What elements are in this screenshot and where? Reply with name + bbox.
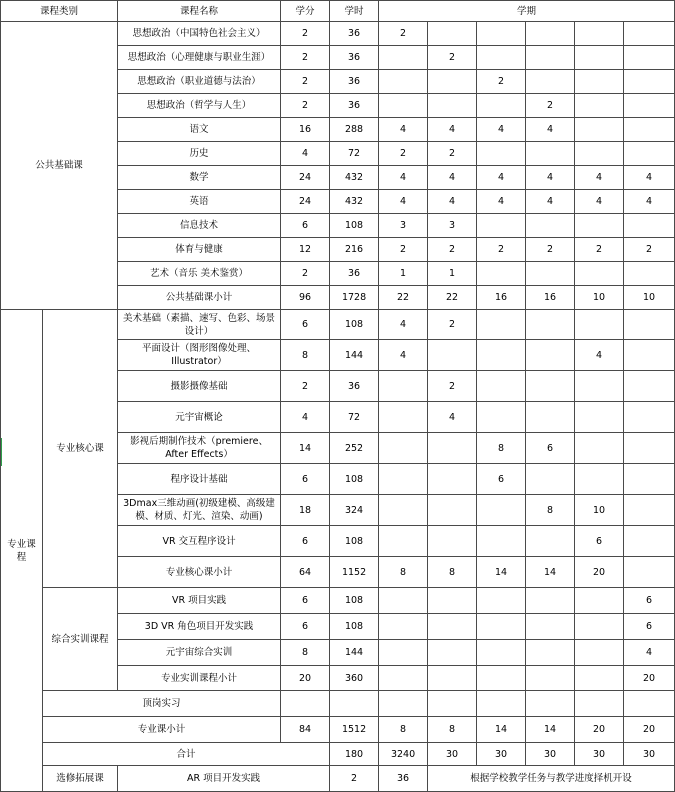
hours-cell: 1512 <box>330 717 379 743</box>
hours-cell: 72 <box>330 142 379 166</box>
header-category: 课程类别 <box>1 1 118 22</box>
header-credits: 学分 <box>281 1 330 22</box>
semester-cell <box>428 691 477 717</box>
hours-cell: 72 <box>330 402 379 433</box>
credits-cell: 4 <box>281 142 330 166</box>
semester-cell: 20 <box>624 666 675 691</box>
header-row <box>1 1 675 22</box>
semester-cell <box>575 588 624 614</box>
credits-cell: 20 <box>281 666 330 691</box>
semester-cell <box>526 640 575 666</box>
semester-cell: 14 <box>526 557 575 588</box>
credits-cell: 6 <box>281 526 330 557</box>
course-name: 思想政治（职业道德与法治） <box>118 70 281 94</box>
semester-cell <box>575 118 624 142</box>
credits-cell: 6 <box>281 310 330 340</box>
hours-cell: 36 <box>330 94 379 118</box>
semester-cell <box>477 310 526 340</box>
hours-cell: 108 <box>330 526 379 557</box>
semester-cell <box>526 666 575 691</box>
course-name: 语文 <box>118 118 281 142</box>
semester-cell: 4 <box>526 190 575 214</box>
hours-cell: 36 <box>330 22 379 46</box>
elective-note: 根据学校教学任务与教学进度择机开设 <box>428 766 675 792</box>
semester-cell <box>526 310 575 340</box>
hours-cell: 1728 <box>330 286 379 310</box>
semester-cell <box>379 614 428 640</box>
course-name: 3D VR 角色项目开发实践 <box>118 614 281 640</box>
hours-cell: 144 <box>330 340 379 371</box>
semester-cell: 1 <box>428 262 477 286</box>
hours-cell: 36 <box>330 371 379 402</box>
semester-cell: 4 <box>379 166 428 190</box>
credits-cell: 14 <box>281 433 330 464</box>
course-name: 程序设计基础 <box>118 464 281 495</box>
credits-cell: 96 <box>281 286 330 310</box>
semester-cell: 4 <box>624 166 675 190</box>
course-name: 历史 <box>118 142 281 166</box>
hours-cell: 108 <box>330 614 379 640</box>
semester-cell <box>428 666 477 691</box>
course-name: 信息技术 <box>118 214 281 238</box>
credits-cell <box>281 691 330 717</box>
semester-cell <box>477 22 526 46</box>
semester-cell: 2 <box>575 238 624 262</box>
semester-cell: 16 <box>477 286 526 310</box>
course-name: AR 项目开发实践 <box>118 766 330 792</box>
semester-cell: 2 <box>428 46 477 70</box>
semester-cell <box>379 464 428 495</box>
semester-cell <box>575 214 624 238</box>
hours-cell: 36 <box>330 46 379 70</box>
semester-cell: 2 <box>428 142 477 166</box>
total-row <box>1 743 675 766</box>
hours-cell: 3240 <box>379 743 428 766</box>
semester-cell: 4 <box>379 118 428 142</box>
semester-cell <box>526 371 575 402</box>
semester-cell: 4 <box>526 166 575 190</box>
category-elective: 选修拓展课 <box>43 766 118 792</box>
table-row <box>1 310 675 340</box>
semester-cell: 8 <box>428 557 477 588</box>
credits-cell: 16 <box>281 118 330 142</box>
semester-cell <box>379 495 428 526</box>
semester-cell: 20 <box>575 717 624 743</box>
semester-cell <box>624 262 675 286</box>
hours-cell: 1152 <box>330 557 379 588</box>
credits-cell: 64 <box>281 557 330 588</box>
semester-cell <box>477 371 526 402</box>
credits-cell: 84 <box>281 717 330 743</box>
semester-cell: 30 <box>477 743 526 766</box>
semester-cell: 8 <box>428 717 477 743</box>
subcategory-core: 专业核心课 <box>43 310 118 588</box>
semester-cell <box>624 433 675 464</box>
credits-cell: 4 <box>281 402 330 433</box>
course-name: VR 项目实践 <box>118 588 281 614</box>
semester-cell <box>526 402 575 433</box>
semester-cell <box>379 640 428 666</box>
course-name: 艺术（音乐 美术鉴赏） <box>118 262 281 286</box>
semester-cell <box>575 464 624 495</box>
semester-cell <box>526 70 575 94</box>
semester-cell <box>526 262 575 286</box>
semester-cell <box>477 262 526 286</box>
semester-cell <box>379 433 428 464</box>
semester-cell: 2 <box>428 310 477 340</box>
semester-cell <box>477 640 526 666</box>
semester-cell: 30 <box>526 743 575 766</box>
course-name: 平面设计（图形图像处理、Illustrator） <box>118 340 281 371</box>
hours-cell: 108 <box>330 464 379 495</box>
semester-cell: 2 <box>379 22 428 46</box>
semester-cell <box>477 614 526 640</box>
semester-cell <box>428 433 477 464</box>
semester-cell <box>575 640 624 666</box>
semester-cell: 30 <box>428 743 477 766</box>
semester-cell <box>526 588 575 614</box>
semester-cell <box>624 142 675 166</box>
semester-cell <box>624 402 675 433</box>
semester-cell: 10 <box>575 286 624 310</box>
semester-cell: 20 <box>575 557 624 588</box>
semester-cell: 30 <box>624 743 675 766</box>
semester-cell <box>624 371 675 402</box>
semester-cell <box>526 691 575 717</box>
semester-cell: 3 <box>379 214 428 238</box>
semester-cell: 4 <box>477 166 526 190</box>
hours-cell: 36 <box>379 766 428 792</box>
credits-cell: 2 <box>281 94 330 118</box>
semester-cell <box>379 691 428 717</box>
semester-cell: 2 <box>624 238 675 262</box>
hours-cell: 360 <box>330 666 379 691</box>
semester-cell: 4 <box>477 118 526 142</box>
semester-cell <box>575 402 624 433</box>
internship-label: 顶岗实习 <box>43 691 281 717</box>
semester-cell: 8 <box>526 495 575 526</box>
semester-cell: 3 <box>428 214 477 238</box>
course-name: 元宇宙概论 <box>118 402 281 433</box>
semester-cell <box>379 70 428 94</box>
semester-cell: 22 <box>379 286 428 310</box>
credits-cell: 2 <box>281 46 330 70</box>
semester-cell: 4 <box>379 310 428 340</box>
semester-cell <box>379 371 428 402</box>
semester-cell <box>575 46 624 70</box>
semester-cell <box>477 46 526 70</box>
credits-cell: 8 <box>281 640 330 666</box>
course-name: 影视后期制作技术（premiere、After Effects） <box>118 433 281 464</box>
semester-cell <box>526 464 575 495</box>
semester-cell <box>477 214 526 238</box>
semester-cell: 10 <box>575 495 624 526</box>
semester-cell <box>477 142 526 166</box>
semester-cell: 6 <box>624 614 675 640</box>
semester-cell <box>428 526 477 557</box>
semester-cell <box>624 118 675 142</box>
semester-cell <box>624 22 675 46</box>
credits-cell: 24 <box>281 190 330 214</box>
credits-cell: 2 <box>281 262 330 286</box>
semester-cell: 1 <box>379 262 428 286</box>
semester-cell <box>477 588 526 614</box>
semester-cell <box>379 94 428 118</box>
semester-cell <box>428 640 477 666</box>
semester-cell: 4 <box>379 340 428 371</box>
hours-cell: 144 <box>330 640 379 666</box>
semester-cell <box>624 310 675 340</box>
semester-cell <box>575 666 624 691</box>
semester-cell <box>379 588 428 614</box>
semester-cell: 4 <box>379 190 428 214</box>
semester-cell: 4 <box>575 190 624 214</box>
semester-cell: 6 <box>526 433 575 464</box>
credits-cell: 8 <box>281 340 330 371</box>
semester-cell: 22 <box>428 286 477 310</box>
semester-cell <box>477 691 526 717</box>
semester-cell: 4 <box>428 402 477 433</box>
credits-cell: 6 <box>281 614 330 640</box>
hours-cell: 252 <box>330 433 379 464</box>
semester-cell: 14 <box>477 717 526 743</box>
semester-cell: 6 <box>575 526 624 557</box>
semester-cell <box>575 614 624 640</box>
semester-cell: 2 <box>477 70 526 94</box>
semester-cell <box>428 94 477 118</box>
semester-cell: 4 <box>428 118 477 142</box>
hours-cell: 432 <box>330 190 379 214</box>
credits-cell: 12 <box>281 238 330 262</box>
hours-cell: 108 <box>330 588 379 614</box>
semester-cell <box>624 340 675 371</box>
semester-cell <box>477 495 526 526</box>
semester-cell <box>624 70 675 94</box>
header-semester: 学期 <box>379 1 675 22</box>
semester-cell: 4 <box>526 118 575 142</box>
hours-cell: 288 <box>330 118 379 142</box>
semester-cell: 4 <box>575 166 624 190</box>
semester-cell: 14 <box>477 557 526 588</box>
hours-cell: 432 <box>330 166 379 190</box>
credits-cell: 180 <box>330 743 379 766</box>
hours-cell: 108 <box>330 310 379 340</box>
semester-cell: 8 <box>477 433 526 464</box>
header-hours: 学时 <box>330 1 379 22</box>
course-name: 专业课小计 <box>43 717 281 743</box>
credits-cell: 2 <box>330 766 379 792</box>
semester-cell <box>575 94 624 118</box>
semester-cell <box>575 70 624 94</box>
course-name: 公共基础课小计 <box>118 286 281 310</box>
semester-cell: 4 <box>428 166 477 190</box>
semester-cell: 16 <box>526 286 575 310</box>
semester-cell: 2 <box>526 94 575 118</box>
semester-cell <box>624 495 675 526</box>
semester-cell <box>526 46 575 70</box>
semester-cell: 6 <box>477 464 526 495</box>
semester-cell <box>575 310 624 340</box>
semester-cell <box>575 433 624 464</box>
total-label: 合计 <box>43 743 330 766</box>
semester-cell <box>624 214 675 238</box>
semester-cell: 4 <box>575 340 624 371</box>
hours-cell: 216 <box>330 238 379 262</box>
semester-cell <box>526 526 575 557</box>
category-professional: 专业课程 <box>1 310 43 792</box>
credits-cell: 6 <box>281 588 330 614</box>
header-course: 课程名称 <box>118 1 281 22</box>
semester-cell <box>624 94 675 118</box>
course-name: 元宇宙综合实训 <box>118 640 281 666</box>
semester-cell: 4 <box>477 190 526 214</box>
semester-cell: 2 <box>428 238 477 262</box>
course-name: 美术基础（素描、速写、色彩、场景设计） <box>118 310 281 340</box>
credits-cell: 2 <box>281 22 330 46</box>
semester-cell: 6 <box>624 588 675 614</box>
credits-cell: 6 <box>281 464 330 495</box>
credits-cell: 24 <box>281 166 330 190</box>
course-name: 思想政治（中国特色社会主义） <box>118 22 281 46</box>
hours-cell <box>330 691 379 717</box>
semester-cell <box>379 666 428 691</box>
semester-cell <box>379 402 428 433</box>
semester-cell <box>428 340 477 371</box>
semester-cell: 4 <box>624 190 675 214</box>
semester-cell <box>428 70 477 94</box>
semester-cell: 8 <box>379 557 428 588</box>
semester-cell <box>477 526 526 557</box>
semester-cell: 14 <box>526 717 575 743</box>
subtotal-row <box>1 717 675 743</box>
semester-cell <box>477 340 526 371</box>
semester-cell <box>575 142 624 166</box>
semester-cell: 10 <box>624 286 675 310</box>
course-name: 体育与健康 <box>118 238 281 262</box>
course-name: VR 交互程序设计 <box>118 526 281 557</box>
semester-cell <box>624 557 675 588</box>
course-name: 3Dmax三维动画(初级建模、高级建模、材质、灯光、渲染、动画) <box>118 495 281 526</box>
semester-cell <box>624 464 675 495</box>
semester-cell <box>624 46 675 70</box>
course-name: 专业核心课小计 <box>118 557 281 588</box>
semester-cell <box>477 94 526 118</box>
semester-cell: 8 <box>379 717 428 743</box>
hours-cell: 108 <box>330 214 379 238</box>
hours-cell: 36 <box>330 262 379 286</box>
category-public: 公共基础课 <box>1 22 118 310</box>
semester-cell: 4 <box>428 190 477 214</box>
semester-cell <box>526 214 575 238</box>
semester-cell <box>477 402 526 433</box>
credits-cell: 6 <box>281 214 330 238</box>
semester-cell <box>624 526 675 557</box>
table-row <box>1 588 675 614</box>
semester-cell <box>575 262 624 286</box>
semester-cell: 2 <box>526 238 575 262</box>
semester-cell <box>428 22 477 46</box>
course-name: 数学 <box>118 166 281 190</box>
semester-cell <box>575 371 624 402</box>
semester-cell: 2 <box>477 238 526 262</box>
course-name: 专业实训课程小计 <box>118 666 281 691</box>
semester-cell: 2 <box>379 238 428 262</box>
semester-cell <box>428 464 477 495</box>
semester-cell <box>526 614 575 640</box>
course-name: 思想政治（心理健康与职业生涯） <box>118 46 281 70</box>
course-name: 英语 <box>118 190 281 214</box>
credits-cell: 2 <box>281 371 330 402</box>
hours-cell: 324 <box>330 495 379 526</box>
semester-cell: 2 <box>428 371 477 402</box>
credits-cell: 2 <box>281 70 330 94</box>
hours-cell: 36 <box>330 70 379 94</box>
semester-cell <box>428 588 477 614</box>
semester-cell <box>526 22 575 46</box>
semester-cell <box>624 691 675 717</box>
semester-cell <box>379 46 428 70</box>
elective-row <box>1 766 675 792</box>
semester-cell <box>477 666 526 691</box>
subcategory-practice: 综合实训课程 <box>43 588 118 691</box>
course-name: 思想政治（哲学与人生） <box>118 94 281 118</box>
semester-cell <box>428 614 477 640</box>
semester-cell <box>379 526 428 557</box>
semester-cell: 2 <box>379 142 428 166</box>
semester-cell: 30 <box>575 743 624 766</box>
table-row <box>1 22 675 46</box>
semester-cell: 20 <box>624 717 675 743</box>
semester-cell <box>526 340 575 371</box>
semester-cell <box>526 142 575 166</box>
semester-cell: 4 <box>624 640 675 666</box>
semester-cell <box>575 22 624 46</box>
credits-cell: 18 <box>281 495 330 526</box>
semester-cell <box>428 495 477 526</box>
course-name: 摄影摄像基础 <box>118 371 281 402</box>
internship-row <box>1 691 675 717</box>
semester-cell <box>575 691 624 717</box>
